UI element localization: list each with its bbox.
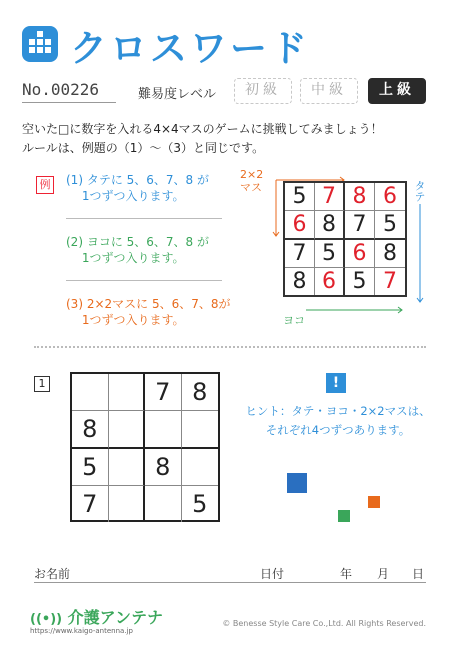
rule-box: (3) 2×2マスに 5、6、7、8が 1つずつ入ります。 <box>66 297 231 327</box>
puzzle-grid <box>70 372 220 522</box>
example-cell: 8 <box>345 183 375 211</box>
hint-line-1: ヒント：タテ・ヨコ・2×2マスは、 <box>245 404 431 418</box>
date-label: 日付 <box>260 567 285 581</box>
given-number-cell: 5 <box>72 449 109 486</box>
copyright: © Benesse Style Care Co.,Ltd. All Rights Reserved. <box>222 619 426 628</box>
section-divider <box>34 346 426 348</box>
example-grid <box>283 181 407 297</box>
example-cell: 5 <box>375 211 405 240</box>
rule-row: (2) ヨコに 5、6、7、8 が 1つずつ入ります。 <box>66 235 209 265</box>
example-cell: 8 <box>375 240 405 268</box>
example-cell: 5 <box>315 240 345 268</box>
exclamation-icon: ! <box>326 373 346 393</box>
day-label: 日 <box>412 567 425 581</box>
instructions-line-1: 空いた□に数字を入れる4×4マスのゲームに挑戦してみましょう！ <box>22 122 383 136</box>
example-cell: 7 <box>285 240 315 268</box>
example-cell: 7 <box>383 269 397 294</box>
brand-name: 介護アンテナ <box>67 608 164 627</box>
empty-answer-cell[interactable] <box>109 374 146 411</box>
box-annotation: 2×2 マス <box>240 168 264 194</box>
example-cell: 6 <box>375 183 405 211</box>
example-cell: 5 <box>285 183 315 211</box>
name-label: お名前 <box>34 567 71 581</box>
instructions <box>22 120 383 158</box>
example-cell: 7 <box>315 183 345 211</box>
level-advanced: 上級 <box>368 78 426 104</box>
row-annotation: ヨコ <box>283 314 305 327</box>
example-cell: 6 <box>285 211 315 240</box>
example-cell: 5 <box>345 268 375 295</box>
brand-logo <box>30 605 163 628</box>
rule-divider <box>66 280 222 281</box>
puzzle-number: No.00226 <box>22 80 100 99</box>
example-cell: 6 <box>345 240 375 268</box>
empty-answer-cell[interactable] <box>145 486 182 522</box>
empty-answer-cell[interactable] <box>145 411 182 449</box>
empty-answer-cell[interactable] <box>72 374 109 411</box>
puzzle-number-underline <box>22 102 116 103</box>
instructions-line-2: ルールは、例題の（1）～（3）と同じです。 <box>22 141 265 155</box>
decoration-square-green <box>338 510 350 522</box>
rule-column: (1) タテに 5、6、7、8 が 1つずつ入ります。 <box>66 173 209 203</box>
level-beginner: 初級 <box>234 78 292 104</box>
year-label: 年 <box>340 567 353 581</box>
antenna-icon: ((•)) <box>30 612 63 627</box>
empty-answer-cell[interactable] <box>109 486 146 522</box>
empty-answer-cell[interactable] <box>109 449 146 486</box>
difficulty-label: 難易度レベル <box>138 87 217 102</box>
empty-answer-cell[interactable] <box>109 411 146 449</box>
example-label: 例 <box>36 176 54 194</box>
page-title: クロスワード <box>70 27 310 70</box>
hint-text <box>230 402 446 440</box>
given-number-cell: 8 <box>72 411 109 449</box>
given-number-cell: 7 <box>145 374 182 411</box>
brand-url: https://www.kaigo-antenna.jp <box>30 627 133 635</box>
example-cell: 7 <box>345 211 375 240</box>
decoration-square-blue <box>287 473 307 493</box>
question-number: 1 <box>34 376 50 392</box>
given-number-cell: 8 <box>182 374 219 411</box>
example-cell: 6 <box>315 268 345 295</box>
decoration-square-orange <box>368 496 380 508</box>
given-number-cell: 5 <box>192 490 208 518</box>
column-annotation: タテ <box>413 180 426 202</box>
month-label: 月 <box>377 567 390 581</box>
empty-answer-cell[interactable] <box>182 411 219 449</box>
given-number-cell: 7 <box>72 486 109 522</box>
hint-line-2: それぞれ4つずつあります。 <box>265 423 411 437</box>
example-cell: 8 <box>315 211 345 240</box>
level-intermediate: 中級 <box>300 78 358 104</box>
rule-divider <box>66 218 222 219</box>
crossword-logo-icon <box>22 26 58 62</box>
empty-answer-cell[interactable] <box>182 449 219 486</box>
given-number-cell: 8 <box>145 449 182 486</box>
example-cell: 8 <box>285 268 315 295</box>
name-date-line <box>34 582 426 583</box>
